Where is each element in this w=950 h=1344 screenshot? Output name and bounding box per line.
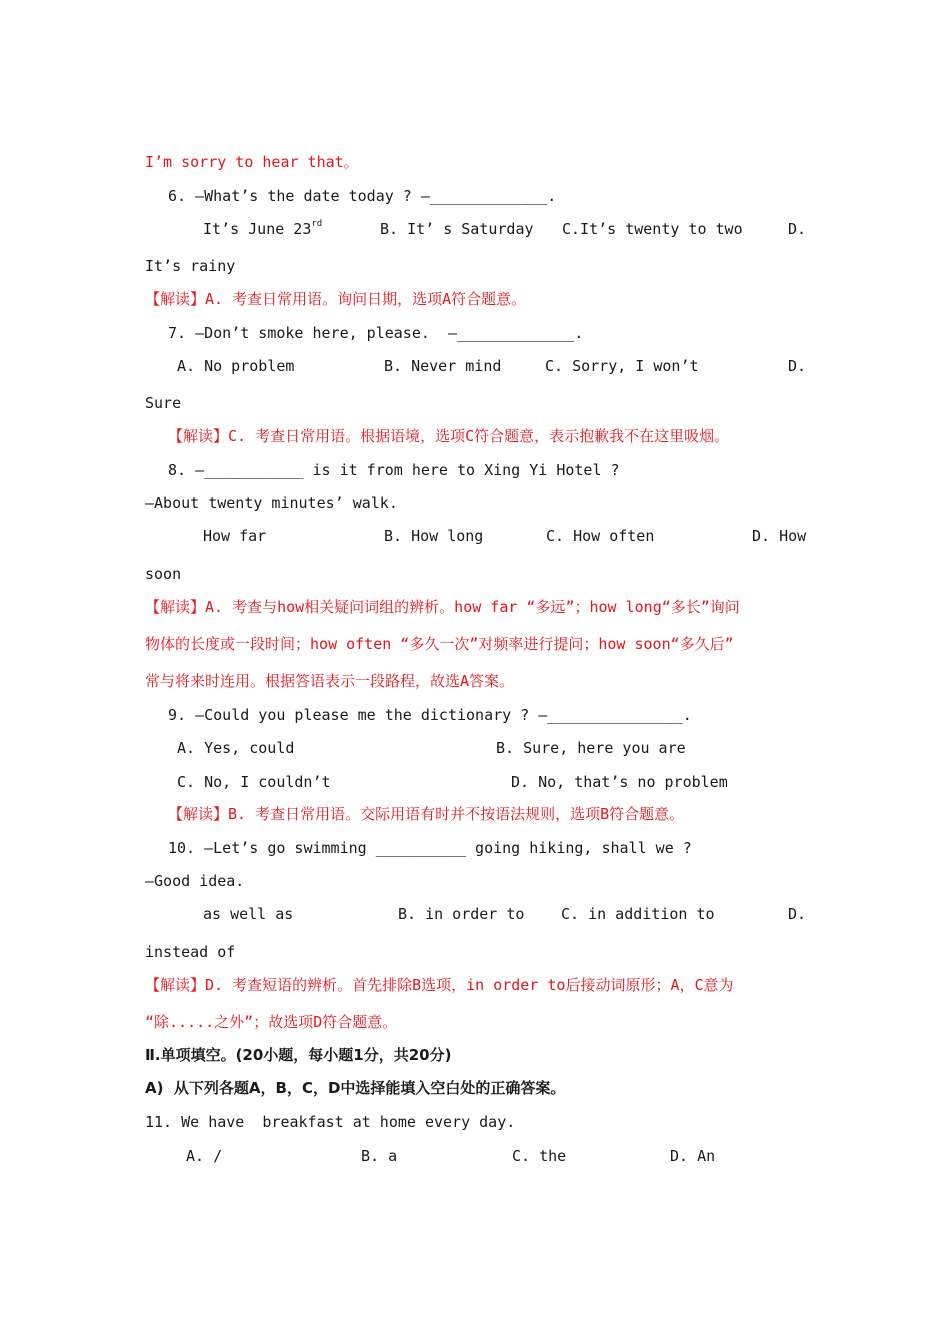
- q10-analysis-line-2: “除.....之外”；故选项D符合题意。: [145, 1013, 398, 1031]
- q8-stem: 8. —___________ is it from here to Xing Yi Hotel ?: [168, 461, 620, 479]
- q10-analysis-line-1: 【解读】D. 考查短语的辨析。首先排除B选项，in order to后接动词原形；A，C意为: [145, 976, 734, 994]
- q8-option-d-label: D. How: [752, 527, 807, 545]
- q10-option-a: as well as: [203, 905, 294, 923]
- q9-option-c: C. No, I couldn’t: [177, 773, 331, 791]
- q11-option-b: B. a: [361, 1147, 398, 1165]
- q7-option-d-label: D.: [788, 357, 807, 375]
- q10-option-d-label: D.: [788, 905, 807, 923]
- section-heading: Ⅱ.单项填空。(20小题，每小题1分，共20分): [145, 1046, 452, 1064]
- q8-analysis-line-2: 物体的长度或一段时间；how often “多久一次”对频率进行提问；how soon“多久后”: [145, 635, 734, 653]
- q8-option-b: B. How long: [384, 527, 484, 545]
- q11-stem: 11. We have breakfast at home every day.: [145, 1113, 516, 1131]
- q7-option-a: A. No problem: [177, 357, 295, 375]
- q11-option-c: C. the: [512, 1147, 567, 1165]
- q5-analysis-tail: I’m sorry to hear that。: [145, 153, 359, 171]
- q9-option-d: D. No, that’s no problem: [511, 773, 728, 791]
- q8-reply: —About twenty minutes’ walk.: [145, 494, 398, 512]
- q8-option-a: How far: [203, 527, 267, 545]
- q10-option-d-text: instead of: [145, 943, 236, 961]
- q7-option-c: C. Sorry, I won’t: [545, 357, 699, 375]
- q10-option-b: B. in order to: [398, 905, 525, 923]
- q6-option-a: [203, 219, 322, 239]
- q7-stem: 7. —Don’t smoke here, please. —_____________.: [168, 324, 584, 342]
- q6-option-a-text: It’s June 23: [203, 220, 312, 238]
- q10-stem: 10. —Let’s go swimming __________ going hiking, shall we ?: [168, 839, 692, 857]
- q11-option-d: D. An: [670, 1147, 716, 1165]
- q9-option-b: B. Sure, here you are: [496, 739, 686, 757]
- q6-option-d-text: It’s rainy: [145, 257, 236, 275]
- q7-analysis: 【解读】C. 考查日常用语。根据语境，选项C符合题意，表示抱歉我不在这里吸烟。: [168, 427, 730, 445]
- q9-stem: 9. —Could you please me the dictionary ? —_______________.: [168, 706, 692, 724]
- q9-analysis: 【解读】B. 考查日常用语。交际用语有时并不按语法规则，选项B符合题意。: [168, 805, 685, 823]
- q6-option-a-sup: rd: [311, 219, 323, 229]
- q10-option-c: C. in addition to: [561, 905, 715, 923]
- q11-option-a: A. /: [186, 1147, 223, 1165]
- section-sub-heading: A) 从下列各题A，B，C，D中选择能填入空白处的正确答案。: [145, 1079, 566, 1097]
- q6-stem: 6. —What’s the date today ? —_____________.: [168, 187, 557, 205]
- q6-option-d-label: D.: [788, 220, 807, 238]
- q6-option-c: C.It’s twenty to two: [562, 220, 743, 238]
- q8-analysis-line-1: 【解读】A. 考查与how相关疑问词组的辨析。how far “多远”；how long“多长”询问: [145, 598, 740, 616]
- q8-option-d-text: soon: [145, 565, 182, 583]
- q7-option-b: B. Never mind: [384, 357, 502, 375]
- q8-analysis-line-3: 常与将来时连用。根据答语表示一段路程，故选A答案。: [145, 672, 515, 690]
- q10-reply: —Good idea.: [145, 872, 245, 890]
- q6-option-b: B. It’ s Saturday: [380, 220, 534, 238]
- q7-option-d-text: Sure: [145, 394, 182, 412]
- q6-analysis: 【解读】A. 考查日常用语。询问日期，选项A符合题意。: [145, 290, 527, 308]
- q8-option-c: C. How often: [546, 527, 655, 545]
- q9-option-a: A. Yes, could: [177, 739, 295, 757]
